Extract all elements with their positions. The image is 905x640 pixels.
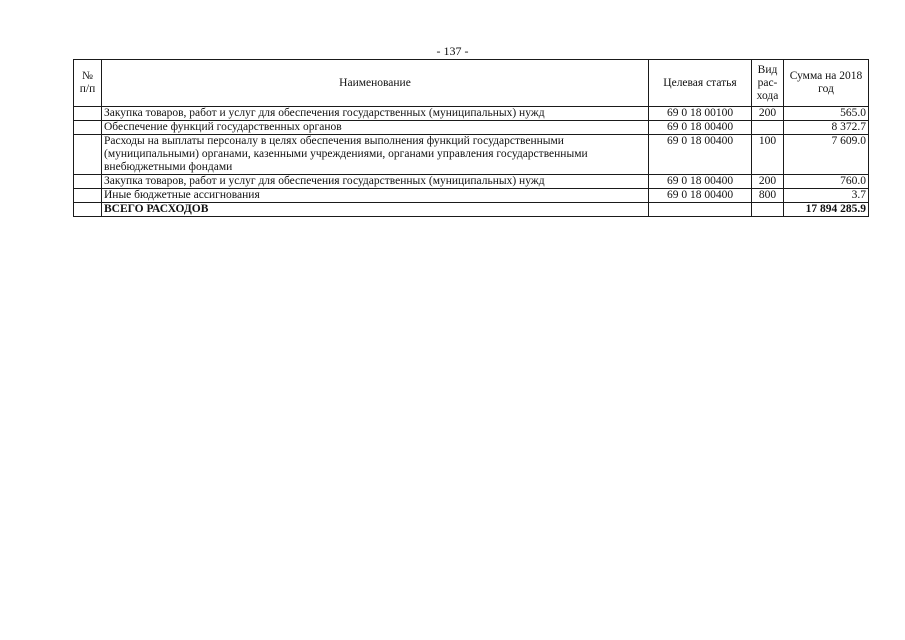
row-num (74, 107, 102, 121)
table-row (74, 121, 869, 135)
row-name: Расходы на выплаты персоналу в целях обеспечения выполнения функций государственными (муниципальными) органами, казенными учреждениями, органами управления государственными внебюджетными фондами (102, 135, 649, 175)
row-num (74, 121, 102, 135)
row-sum: 3.7 (784, 189, 869, 203)
row-sum: 565.0 (784, 107, 869, 121)
table-row (74, 189, 869, 203)
row-name: Иные бюджетные ассигнования (102, 189, 649, 203)
row-code: 69 0 18 00400 (649, 135, 752, 175)
table-row (74, 135, 869, 175)
row-num (74, 175, 102, 189)
header-num: № п/п (74, 60, 102, 107)
row-num (74, 189, 102, 203)
row-type: 100 (752, 135, 784, 175)
table-header-row (74, 60, 869, 107)
row-sum: 760.0 (784, 175, 869, 189)
table-row (74, 107, 869, 121)
row-sum: 8 372.7 (784, 121, 869, 135)
header-type: Вид рас-хода (752, 60, 784, 107)
budget-table (73, 59, 869, 217)
row-code: 69 0 18 00400 (649, 189, 752, 203)
row-sum: 7 609.0 (784, 135, 869, 175)
table-row (74, 175, 869, 189)
header-code: Целевая статья (649, 60, 752, 107)
row-type: 200 (752, 107, 784, 121)
header-name: Наименование (102, 60, 649, 107)
total-label: ВСЕГО РАСХОДОВ (102, 203, 649, 217)
row-type: 200 (752, 175, 784, 189)
row-code: 69 0 18 00400 (649, 121, 752, 135)
total-row (74, 203, 869, 217)
total-type (752, 203, 784, 217)
row-type (752, 121, 784, 135)
row-name: Закупка товаров, работ и услуг для обеспечения государственных (муниципальных) нужд (102, 175, 649, 189)
row-num (74, 135, 102, 175)
header-sum: Сумма на 2018 год (784, 60, 869, 107)
page-number: - 137 - (436, 44, 469, 58)
total-code (649, 203, 752, 217)
total-num (74, 203, 102, 217)
row-type: 800 (752, 189, 784, 203)
row-name: Обеспечение функций государственных органов (102, 121, 649, 135)
total-sum: 17 894 285.9 (784, 203, 869, 217)
row-code: 69 0 18 00100 (649, 107, 752, 121)
row-name: Закупка товаров, работ и услуг для обеспечения государственных (муниципальных) нужд (102, 107, 649, 121)
row-code: 69 0 18 00400 (649, 175, 752, 189)
